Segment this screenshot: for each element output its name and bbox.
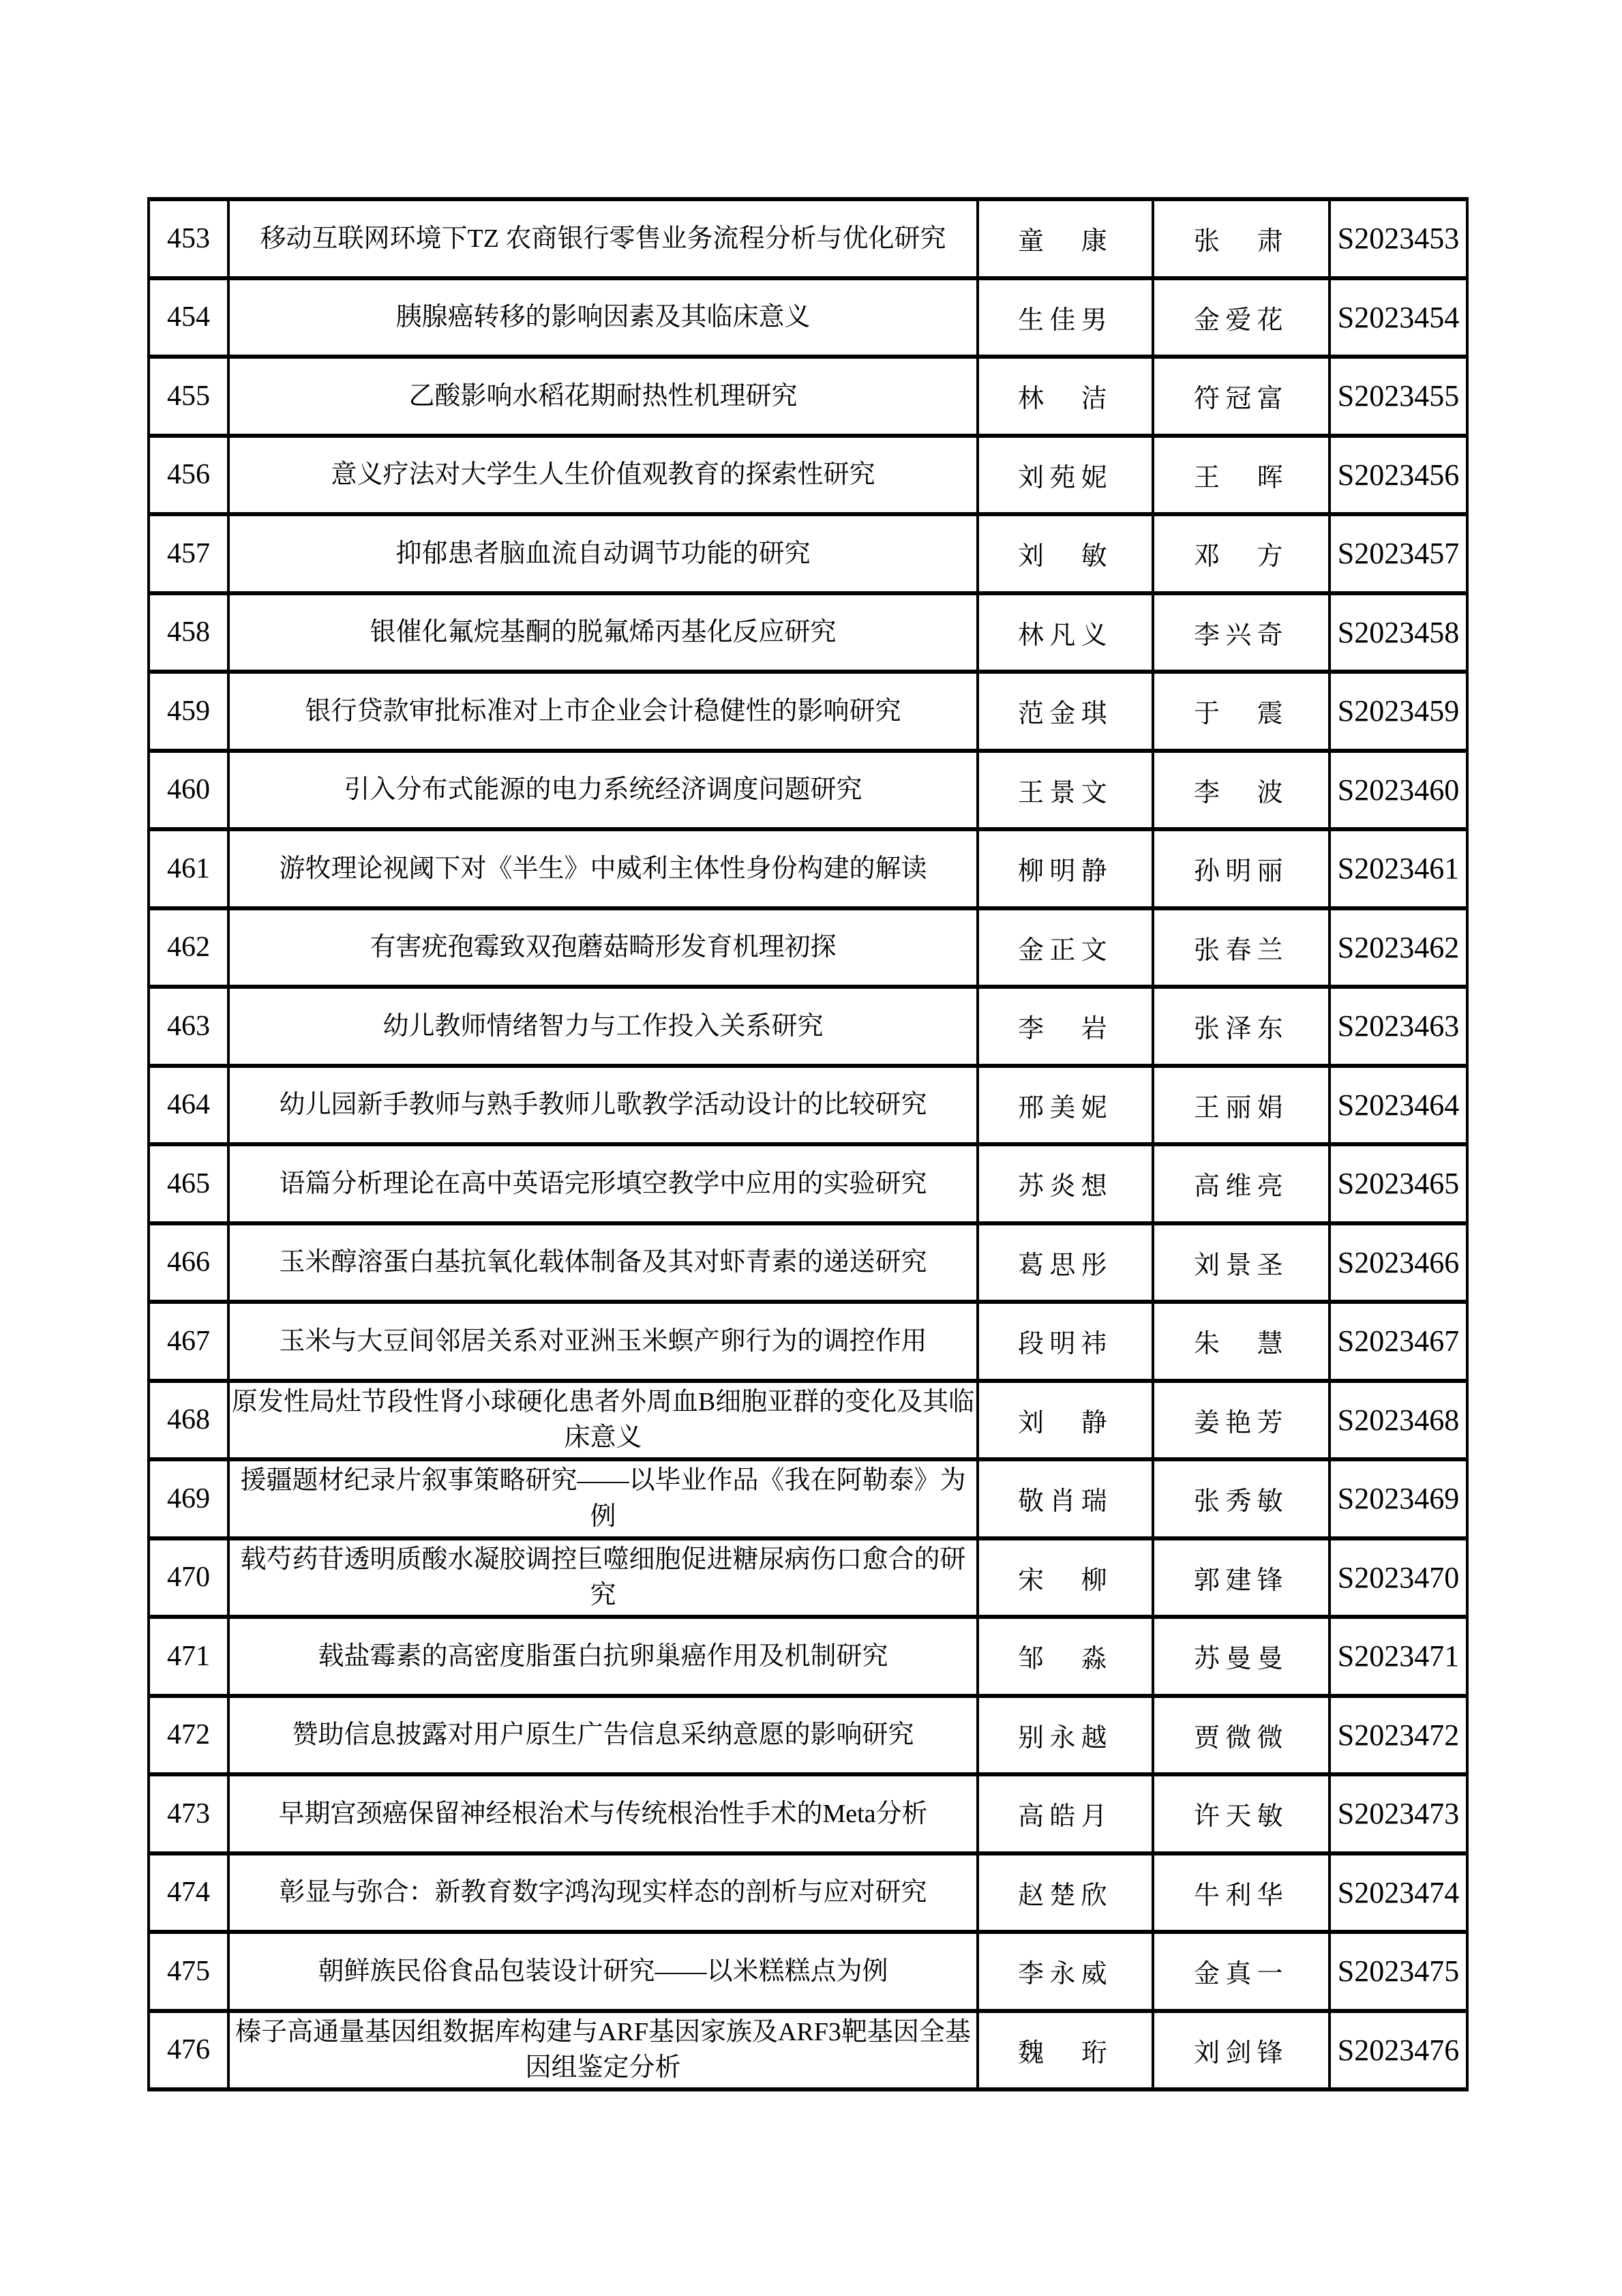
author-cell: 刘 静 xyxy=(978,1381,1153,1460)
title-cell: 玉米醇溶蛋白基抗氧化载体制备及其对虾青素的递送研究 xyxy=(228,1223,978,1302)
title-cell: 银催化氟烷基酮的脱氟烯丙基化反应研究 xyxy=(228,593,978,672)
advisor-cell: 张秀敏 xyxy=(1153,1459,1330,1538)
serial-cell: 467 xyxy=(149,1302,228,1381)
table-row xyxy=(149,2011,1467,2090)
table-row xyxy=(149,829,1467,908)
id-cell: S2023473 xyxy=(1330,1774,1467,1853)
advisor-cell: 刘景圣 xyxy=(1153,1223,1330,1302)
title-cell: 意义疗法对大学生人生价值观教育的探索性研究 xyxy=(228,436,978,515)
table-row xyxy=(149,987,1467,1066)
advisor-cell: 贾微微 xyxy=(1153,1696,1330,1775)
title-cell: 援疆题材纪录片叙事策略研究——以毕业作品《我在阿勒泰》为例 xyxy=(228,1459,978,1538)
author-cell: 林凡义 xyxy=(978,593,1153,672)
table-row xyxy=(149,1932,1467,2011)
serial-cell: 463 xyxy=(149,987,228,1066)
title-cell: 幼儿园新手教师与熟手教师儿歌教学活动设计的比较研究 xyxy=(228,1066,978,1145)
author-cell: 范金琪 xyxy=(978,672,1153,751)
id-cell: S2023454 xyxy=(1330,278,1467,357)
title-cell: 幼儿教师情绪智力与工作投入关系研究 xyxy=(228,987,978,1066)
serial-cell: 453 xyxy=(149,199,228,278)
table-row xyxy=(149,672,1467,751)
id-cell: S2023462 xyxy=(1330,908,1467,987)
advisor-cell: 郭建锋 xyxy=(1153,1538,1330,1617)
table-row xyxy=(149,1144,1467,1223)
title-cell: 榛子高通量基因组数据库构建与ARF基因家族及ARF3靶基因全基因组鉴定分析 xyxy=(228,2011,978,2090)
table-row xyxy=(149,1459,1467,1538)
table-row xyxy=(149,514,1467,593)
advisor-cell: 牛利华 xyxy=(1153,1853,1330,1933)
advisor-cell: 姜艳芳 xyxy=(1153,1381,1330,1460)
author-cell: 刘 敏 xyxy=(978,514,1153,593)
title-cell: 移动互联网环境下TZ 农商银行零售业务流程分析与优化研究 xyxy=(228,199,978,278)
id-cell: S2023470 xyxy=(1330,1538,1467,1617)
id-cell: S2023453 xyxy=(1330,199,1467,278)
table-row xyxy=(149,751,1467,830)
author-cell: 苏炎想 xyxy=(978,1144,1153,1223)
title-cell: 语篇分析理论在高中英语完形填空教学中应用的实验研究 xyxy=(228,1144,978,1223)
id-cell: S2023460 xyxy=(1330,751,1467,830)
id-cell: S2023464 xyxy=(1330,1066,1467,1145)
id-cell: S2023457 xyxy=(1330,514,1467,593)
serial-cell: 462 xyxy=(149,908,228,987)
title-cell: 载盐霉素的高密度脂蛋白抗卵巢癌作用及机制研究 xyxy=(228,1617,978,1696)
table-row xyxy=(149,1774,1467,1853)
serial-cell: 459 xyxy=(149,672,228,751)
title-cell: 朝鲜族民俗食品包装设计研究——以米糕糕点为例 xyxy=(228,1932,978,2011)
author-cell: 金正文 xyxy=(978,908,1153,987)
author-cell: 林 洁 xyxy=(978,357,1153,436)
advisor-cell: 王丽娟 xyxy=(1153,1066,1330,1145)
author-cell: 魏 珩 xyxy=(978,2011,1153,2090)
title-cell: 原发性局灶节段性肾小球硬化患者外周血B细胞亚群的变化及其临床意义 xyxy=(228,1381,978,1460)
table-row xyxy=(149,1853,1467,1933)
serial-cell: 460 xyxy=(149,751,228,830)
id-cell: S2023463 xyxy=(1330,987,1467,1066)
title-cell: 彰显与弥合：新教育数字鸿沟现实样态的剖析与应对研究 xyxy=(228,1853,978,1933)
title-cell: 乙酸影响水稻花期耐热性机理研究 xyxy=(228,357,978,436)
author-cell: 刘苑妮 xyxy=(978,436,1153,515)
table-row xyxy=(149,1066,1467,1145)
title-cell: 银行贷款审批标准对上市企业会计稳健性的影响研究 xyxy=(228,672,978,751)
author-cell: 段明祎 xyxy=(978,1302,1153,1381)
author-cell: 高皓月 xyxy=(978,1774,1153,1853)
serial-cell: 454 xyxy=(149,278,228,357)
serial-cell: 473 xyxy=(149,1774,228,1853)
thesis-table xyxy=(147,197,1469,2091)
serial-cell: 475 xyxy=(149,1932,228,2011)
table-row xyxy=(149,199,1467,278)
id-cell: S2023455 xyxy=(1330,357,1467,436)
serial-cell: 464 xyxy=(149,1066,228,1145)
serial-cell: 461 xyxy=(149,829,228,908)
id-cell: S2023476 xyxy=(1330,2011,1467,2090)
id-cell: S2023472 xyxy=(1330,1696,1467,1775)
serial-cell: 458 xyxy=(149,593,228,672)
title-cell: 胰腺癌转移的影响因素及其临床意义 xyxy=(228,278,978,357)
advisor-cell: 张 肃 xyxy=(1153,199,1330,278)
title-cell: 游牧理论视阈下对《半生》中威利主体性身份构建的解读 xyxy=(228,829,978,908)
advisor-cell: 刘剑锋 xyxy=(1153,2011,1330,2090)
id-cell: S2023461 xyxy=(1330,829,1467,908)
author-cell: 李 岩 xyxy=(978,987,1153,1066)
advisor-cell: 张泽东 xyxy=(1153,987,1330,1066)
advisor-cell: 许天敏 xyxy=(1153,1774,1330,1853)
author-cell: 宋 柳 xyxy=(978,1538,1153,1617)
advisor-cell: 金真一 xyxy=(1153,1932,1330,2011)
author-cell: 生佳男 xyxy=(978,278,1153,357)
serial-cell: 456 xyxy=(149,436,228,515)
id-cell: S2023466 xyxy=(1330,1223,1467,1302)
id-cell: S2023468 xyxy=(1330,1381,1467,1460)
serial-cell: 469 xyxy=(149,1459,228,1538)
serial-cell: 470 xyxy=(149,1538,228,1617)
author-cell: 童 康 xyxy=(978,199,1153,278)
title-cell: 有害疣孢霉致双孢蘑菇畸形发育机理初探 xyxy=(228,908,978,987)
serial-cell: 455 xyxy=(149,357,228,436)
title-cell: 抑郁患者脑血流自动调节功能的研究 xyxy=(228,514,978,593)
table-row xyxy=(149,1223,1467,1302)
id-cell: S2023458 xyxy=(1330,593,1467,672)
table-row xyxy=(149,436,1467,515)
serial-cell: 471 xyxy=(149,1617,228,1696)
author-cell: 赵楚欣 xyxy=(978,1853,1153,1933)
table-row xyxy=(149,593,1467,672)
table-row xyxy=(149,1302,1467,1381)
serial-cell: 476 xyxy=(149,2011,228,2090)
table-row xyxy=(149,278,1467,357)
serial-cell: 474 xyxy=(149,1853,228,1933)
author-cell: 邹 淼 xyxy=(978,1617,1153,1696)
thesis-table-body xyxy=(149,199,1467,2089)
advisor-cell: 王 晖 xyxy=(1153,436,1330,515)
id-cell: S2023456 xyxy=(1330,436,1467,515)
advisor-cell: 李 波 xyxy=(1153,751,1330,830)
title-cell: 引入分布式能源的电力系统经济调度问题研究 xyxy=(228,751,978,830)
table-row xyxy=(149,1617,1467,1696)
serial-cell: 468 xyxy=(149,1381,228,1460)
table-row xyxy=(149,1538,1467,1617)
advisor-cell: 邓 方 xyxy=(1153,514,1330,593)
id-cell: S2023469 xyxy=(1330,1459,1467,1538)
author-cell: 敬肖瑞 xyxy=(978,1459,1153,1538)
advisor-cell: 金爱花 xyxy=(1153,278,1330,357)
advisor-cell: 符冠富 xyxy=(1153,357,1330,436)
serial-cell: 466 xyxy=(149,1223,228,1302)
advisor-cell: 张春兰 xyxy=(1153,908,1330,987)
id-cell: S2023467 xyxy=(1330,1302,1467,1381)
title-cell: 早期宫颈癌保留神经根治术与传统根治性手术的Meta分析 xyxy=(228,1774,978,1853)
table-row xyxy=(149,1696,1467,1775)
author-cell: 柳明静 xyxy=(978,829,1153,908)
id-cell: S2023465 xyxy=(1330,1144,1467,1223)
table-row xyxy=(149,1381,1467,1460)
title-cell: 赞助信息披露对用户原生广告信息采纳意愿的影响研究 xyxy=(228,1696,978,1775)
advisor-cell: 于 震 xyxy=(1153,672,1330,751)
id-cell: S2023471 xyxy=(1330,1617,1467,1696)
advisor-cell: 高维亮 xyxy=(1153,1144,1330,1223)
author-cell: 邢美妮 xyxy=(978,1066,1153,1145)
advisor-cell: 李兴奇 xyxy=(1153,593,1330,672)
serial-cell: 465 xyxy=(149,1144,228,1223)
author-cell: 别永越 xyxy=(978,1696,1153,1775)
author-cell: 王景文 xyxy=(978,751,1153,830)
id-cell: S2023459 xyxy=(1330,672,1467,751)
table-row xyxy=(149,908,1467,987)
author-cell: 李永威 xyxy=(978,1932,1153,2011)
serial-cell: 472 xyxy=(149,1696,228,1775)
table-row xyxy=(149,357,1467,436)
advisor-cell: 孙明丽 xyxy=(1153,829,1330,908)
id-cell: S2023474 xyxy=(1330,1853,1467,1933)
title-cell: 玉米与大豆间邻居关系对亚洲玉米螟产卵行为的调控作用 xyxy=(228,1302,978,1381)
title-cell: 载芍药苷透明质酸水凝胶调控巨噬细胞促进糖尿病伤口愈合的研究 xyxy=(228,1538,978,1617)
serial-cell: 457 xyxy=(149,514,228,593)
author-cell: 葛思彤 xyxy=(978,1223,1153,1302)
advisor-cell: 朱 慧 xyxy=(1153,1302,1330,1381)
advisor-cell: 苏曼曼 xyxy=(1153,1617,1330,1696)
id-cell: S2023475 xyxy=(1330,1932,1467,2011)
